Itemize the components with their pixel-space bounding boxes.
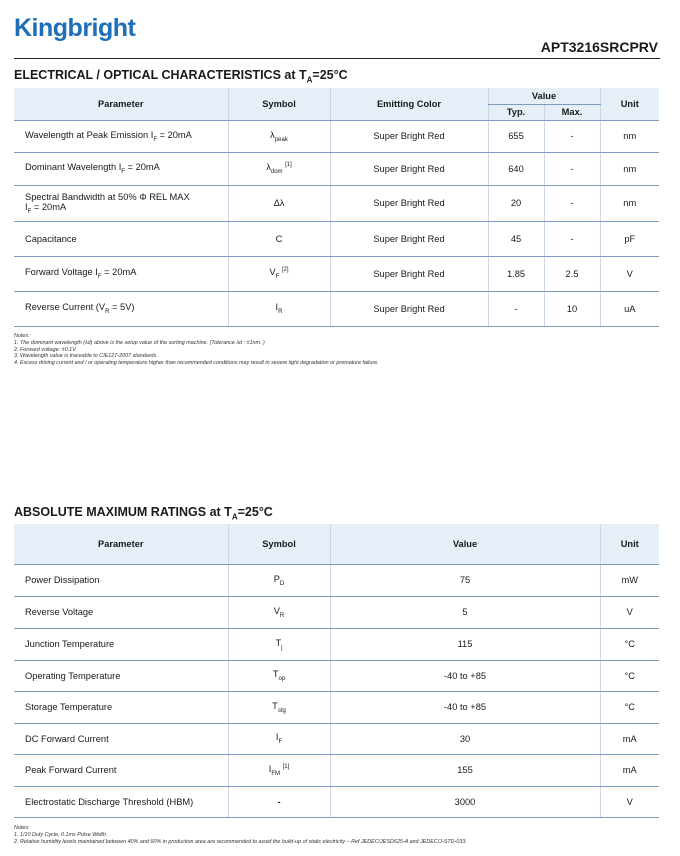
value-cell: 5 bbox=[330, 596, 600, 628]
max-cell: - bbox=[544, 221, 600, 256]
value-cell: 30 bbox=[330, 723, 600, 754]
symbol-cell: Δλ bbox=[228, 185, 330, 221]
parameter-cell: Operating Temperature bbox=[14, 660, 228, 691]
parameter-cell: Storage Temperature bbox=[14, 691, 228, 723]
value-cell: 155 bbox=[330, 754, 600, 786]
color-cell: Super Bright Red bbox=[330, 185, 488, 221]
part-number: APT3216SRCPRV bbox=[540, 39, 658, 55]
parameter-cell: Power Dissipation bbox=[14, 564, 228, 596]
header-value: Value bbox=[330, 524, 600, 564]
typ-cell: 655 bbox=[488, 120, 544, 152]
unit-cell: °C bbox=[600, 628, 659, 660]
kingbright-logo: Kingbright bbox=[14, 14, 136, 42]
table-row bbox=[14, 691, 659, 723]
color-cell: Super Bright Red bbox=[330, 152, 488, 185]
value-cell: 3000 bbox=[330, 786, 600, 817]
value-cell: -40 to +85 bbox=[330, 660, 600, 691]
value-cell: -40 to +85 bbox=[330, 691, 600, 723]
table-row bbox=[14, 185, 659, 221]
parameter-cell: Spectral Bandwidth at 50% Φ REL MAX $I_F = 20mA$ bbox=[14, 185, 228, 221]
parameter-cell: Reverse Voltage bbox=[14, 596, 228, 628]
parameter-cell: Forward Voltage $I_F = 20mA$ bbox=[14, 256, 228, 291]
typ-cell: 1.85 bbox=[488, 256, 544, 291]
color-cell: Super Bright Red bbox=[330, 256, 488, 291]
table-row bbox=[14, 120, 659, 152]
table-row bbox=[14, 596, 659, 628]
electrical-section-title: ELECTRICAL / OPTICAL CHARACTERISTICS at $T_A=25^\circ C$ bbox=[14, 68, 348, 85]
table-row bbox=[14, 723, 659, 754]
value-cell: 115 bbox=[330, 628, 600, 660]
table-row bbox=[14, 564, 659, 596]
table-row bbox=[14, 660, 659, 691]
parameter-cell: Junction Temperature bbox=[14, 628, 228, 660]
header-unit: Unit bbox=[600, 524, 659, 564]
header-typ: Typ. bbox=[488, 104, 544, 120]
unit-cell: mA bbox=[600, 754, 659, 786]
symbol-cell: $T_{op}$ bbox=[228, 660, 330, 691]
header-value: Value bbox=[488, 88, 600, 104]
color-cell: Super Bright Red bbox=[330, 221, 488, 256]
unit-cell: nm bbox=[600, 185, 659, 221]
symbol-cell: - bbox=[228, 786, 330, 817]
absolute-section-title: ABSOLUTE MAXIMUM RATINGS at $T_A=25^\circ C$ bbox=[14, 505, 273, 522]
table-row bbox=[14, 786, 659, 817]
symbol-cell: $\lambda_{dom}$ [1] bbox=[228, 152, 330, 185]
typ-cell: 20 bbox=[488, 185, 544, 221]
max-cell: - bbox=[544, 152, 600, 185]
unit-cell: °C bbox=[600, 660, 659, 691]
header-parameter: Parameter bbox=[14, 524, 228, 564]
color-cell: Super Bright Red bbox=[330, 291, 488, 326]
unit-cell: V bbox=[600, 256, 659, 291]
header-unit: Unit bbox=[600, 88, 659, 120]
absolute-ratings-table bbox=[14, 524, 659, 818]
parameter-cell: Capacitance bbox=[14, 221, 228, 256]
table-row bbox=[14, 291, 659, 326]
header-symbol: Symbol bbox=[228, 88, 330, 120]
table-row bbox=[14, 152, 659, 185]
electrical-notes: Notes: 1. The dominant wavelength (λd) above is the setup value of the sorting machine. (Tolerance λd : ±1nm. ) 2. Forward voltage: ±0.1V. 3. Wavelength value is traceable to CIE127-2007 standards. 4. Excess driving current and / or operating temperature higher than recommended conditions may result in severe light degradation or premature failure. bbox=[14, 333, 379, 367]
unit-cell: V bbox=[600, 596, 659, 628]
typ-cell: - bbox=[488, 291, 544, 326]
symbol-cell: $I_F$ bbox=[228, 723, 330, 754]
unit-cell: V bbox=[600, 786, 659, 817]
parameter-cell: Dominant Wavelength $I_F = 20mA$ bbox=[14, 152, 228, 185]
symbol-cell: $V_R$ bbox=[228, 596, 330, 628]
symbol-cell: $I_R$ bbox=[228, 291, 330, 326]
electrical-characteristics-table bbox=[14, 88, 659, 327]
unit-cell: pF bbox=[600, 221, 659, 256]
max-cell: 2.5 bbox=[544, 256, 600, 291]
unit-cell: mA bbox=[600, 723, 659, 754]
symbol-cell: $P_D$ bbox=[228, 564, 330, 596]
table-row bbox=[14, 256, 659, 291]
parameter-cell: Peak Forward Current bbox=[14, 754, 228, 786]
unit-cell: nm bbox=[600, 120, 659, 152]
header-symbol: Symbol bbox=[228, 524, 330, 564]
parameter-cell: DC Forward Current bbox=[14, 723, 228, 754]
table-row bbox=[14, 628, 659, 660]
parameter-cell: Reverse Current $(V_R = 5V)$ bbox=[14, 291, 228, 326]
typ-cell: 45 bbox=[488, 221, 544, 256]
absolute-notes: Notes: 1. 1/10 Duty Cycle, 0.1ms Pulse Width. 2. Relative humidity levels maintained between 40% and 60% in production area are recommended to avoid the build-up of static electricity – Ref JEDEC/JESD625-A and JEDEC/J-STD-033. bbox=[14, 825, 467, 845]
symbol-cell: $V_F$ [2] bbox=[228, 256, 330, 291]
symbol-cell: $T_{stg}$ bbox=[228, 691, 330, 723]
color-cell: Super Bright Red bbox=[330, 120, 488, 152]
value-cell: 75 bbox=[330, 564, 600, 596]
unit-cell: uA bbox=[600, 291, 659, 326]
header-divider bbox=[14, 58, 660, 59]
header-parameter: Parameter bbox=[14, 88, 228, 120]
max-cell: - bbox=[544, 185, 600, 221]
symbol-cell: $I_{FM}$ [1] bbox=[228, 754, 330, 786]
header-max: Max. bbox=[544, 104, 600, 120]
header-emitting-color: Emitting Color bbox=[330, 88, 488, 120]
symbol-cell: $\lambda_{peak}$ bbox=[228, 120, 330, 152]
symbol-cell: $T_j$ bbox=[228, 628, 330, 660]
unit-cell: nm bbox=[600, 152, 659, 185]
max-cell: 10 bbox=[544, 291, 600, 326]
parameter-cell: Wavelength at Peak Emission $I_F = 20mA$ bbox=[14, 120, 228, 152]
max-cell: - bbox=[544, 120, 600, 152]
parameter-cell: Electrostatic Discharge Threshold (HBM) bbox=[14, 786, 228, 817]
table-row bbox=[14, 221, 659, 256]
table-row bbox=[14, 754, 659, 786]
unit-cell: mW bbox=[600, 564, 659, 596]
typ-cell: 640 bbox=[488, 152, 544, 185]
unit-cell: °C bbox=[600, 691, 659, 723]
symbol-cell: C bbox=[228, 221, 330, 256]
